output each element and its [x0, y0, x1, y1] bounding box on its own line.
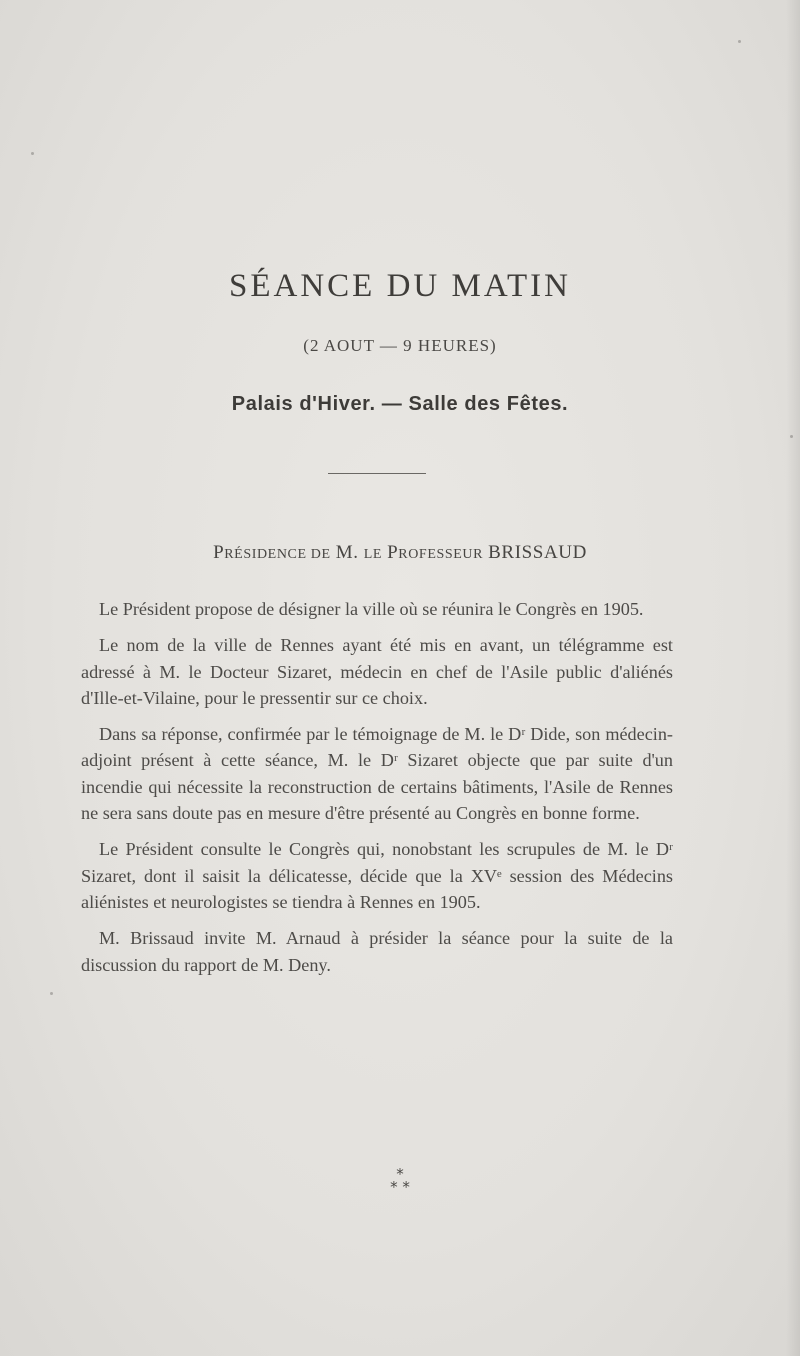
presidency-prof: ROFESSEUR	[398, 547, 484, 562]
presidency-line	[0, 542, 800, 564]
paragraph-telegram: Le nom de la ville de Rennes ayant été mis en avant, un télégramme est adressé à M. le Docteur Sizaret, médecin en chef de l'Asile public d'aliénés d'Ille-et-Vilaine, pour le pressentir sur ce choix.	[81, 635, 673, 708]
page-edge-shadow	[786, 0, 800, 1356]
presidency-article: LE	[363, 547, 382, 562]
paragraph-response: Dans sa réponse, confirmée par le témoignage de M. le Dʳ Dide, son médecin-adjoint présent à cette séance, M. le Dʳ Sizaret objecte que par suite d'un incendie qui nécessite la reconstruction de certains bâtiments, l'Asile de Rennes ne sera sans doute pas en mesure d'être présenté au Congrès en bonne forme.	[81, 724, 673, 824]
minutes-body	[81, 596, 673, 988]
session-date-time: (2 AOUT — 9 HEURES)	[303, 336, 497, 355]
presidency-monsieur: M.	[335, 542, 359, 563]
paragraph-chair-handover: M. Brissaud invite M. Arnaud à présider la séance pour la suite de la discussion du rapport de M. Deny.	[81, 928, 673, 975]
paragraph-decision: Le Président consulte le Congrès qui, nonobstant les scrupules de M. le Dʳ Sizaret, dont il saisit la délicatesse, décide que la XVᵉ session des Médecins aliénistes et neurologistes se tiendra à Rennes en 1905.	[81, 839, 673, 912]
presidency-prof-initial: P	[387, 542, 399, 563]
paper-speck	[31, 152, 34, 155]
presidency-name: BRISSAUD	[488, 542, 587, 563]
asterism-bottom-stars: * *	[390, 1178, 410, 1196]
presidency-prefix: RÉSIDENCE DE	[224, 547, 331, 562]
session-title: SÉANCE DU MATIN	[229, 268, 571, 304]
session-location: Palais d'Hiver. — Salle des Fêtes.	[231, 393, 569, 415]
separator-rule	[328, 473, 426, 474]
asterism-top-star: *	[396, 1165, 404, 1183]
presidency-initial: P	[213, 542, 225, 563]
paper-speck	[50, 992, 53, 995]
paper-speck	[790, 435, 793, 438]
paragraph-congress-venue: Le Président propose de désigner la ville où se réunira le Congrès en 1905.	[99, 599, 644, 619]
paper-speck	[738, 40, 741, 43]
asterism	[0, 1165, 800, 1196]
